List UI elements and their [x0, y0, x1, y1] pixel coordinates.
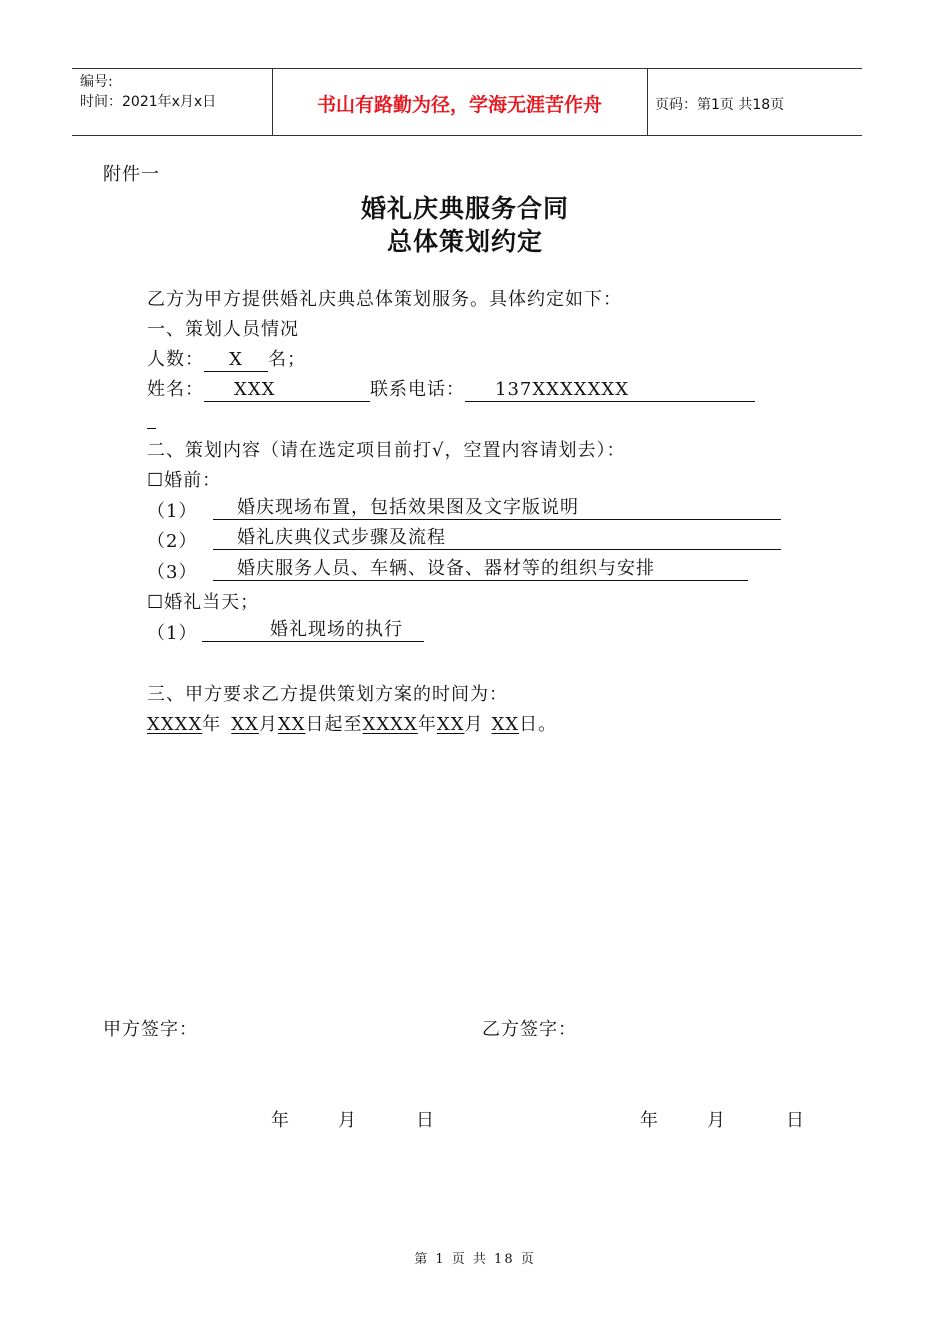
item-number: （1） — [147, 501, 198, 522]
before-wedding-checkbox: ☐婚前： — [147, 470, 222, 491]
page-footer: 第 1 页 共 18 页 — [414, 1252, 536, 1267]
party-a-signature-label: 甲方签字： — [103, 1019, 198, 1040]
staff-count-row — [147, 345, 306, 372]
item-text: 婚礼庆典仪式步骤及流程 — [213, 527, 781, 550]
end-month: XX — [436, 714, 465, 735]
start-year: XXXX — [147, 714, 203, 735]
header-border-top — [72, 68, 862, 69]
item-number: （3） — [147, 562, 198, 583]
deadline-row: XXXX年 XX月XX日起至XXXX年XX月 XX日。 — [147, 714, 558, 735]
list-item — [147, 558, 197, 584]
list-item — [147, 497, 197, 523]
item-number: （1） — [147, 623, 198, 644]
page-info: 页码：第1页 共18页 — [655, 97, 785, 113]
party-a-day: 日 — [416, 1110, 435, 1131]
wedding-day-checkbox: ☐婚礼当天； — [147, 592, 260, 613]
end-year: XXXX — [362, 714, 418, 735]
party-b-month: 月 — [707, 1110, 726, 1131]
party-a-month: 月 — [338, 1110, 357, 1131]
name-value: XXX — [204, 379, 370, 402]
party-a-year: 年 — [271, 1110, 290, 1131]
item-text: 婚庆现场布置，包括效果图及文字版说明 — [213, 497, 781, 520]
staff-count-unit: 名； — [268, 349, 306, 370]
start-month: XX — [231, 714, 259, 735]
doc-number-label: 编号: — [80, 74, 113, 90]
document-title: 婚礼庆典服务合同 — [360, 194, 569, 223]
item-number: （2） — [147, 531, 198, 552]
section3-heading: 三、甲方要求乙方提供策划方案的时间为： — [147, 684, 508, 705]
end-day: XX — [491, 714, 520, 735]
staff-count-value: X — [204, 349, 268, 372]
section2-heading: 二、策划内容（请在选定项目前打√，空置内容请划去）： — [147, 440, 626, 461]
party-b-day: 日 — [786, 1110, 805, 1131]
start-day: XX — [277, 714, 306, 735]
party-b-year: 年 — [640, 1110, 659, 1131]
name-label: 姓名： — [147, 379, 204, 400]
attachment-label: 附件一 — [103, 164, 160, 185]
underline-fragment — [147, 428, 156, 429]
header-border-bottom — [72, 135, 862, 136]
contact-row — [147, 375, 755, 402]
party-b-signature-label: 乙方签字： — [482, 1019, 577, 1040]
document-subtitle: 总体策划约定 — [386, 227, 543, 256]
header-motto: 书山有路勤为径，学海无涯苦作舟 — [316, 94, 602, 116]
item-text: 婚礼现场的执行 — [202, 619, 424, 642]
phone-label: 联系电话： — [370, 379, 465, 400]
item-text: 婚庆服务人员、车辆、设备、器材等的组织与安排 — [213, 558, 748, 581]
doc-time: 时间：2021年x月x日 — [80, 94, 217, 110]
section1-heading: 一、策划人员情况 — [147, 319, 299, 340]
staff-count-label: 人数： — [147, 349, 204, 370]
intro-paragraph: 乙方为甲方提供婚礼庆典总体策划服务。具体约定如下： — [147, 289, 622, 310]
header-divider — [647, 68, 648, 135]
list-item — [147, 619, 197, 645]
phone-value: 137XXXXXXX — [465, 379, 755, 402]
list-item — [147, 527, 197, 553]
